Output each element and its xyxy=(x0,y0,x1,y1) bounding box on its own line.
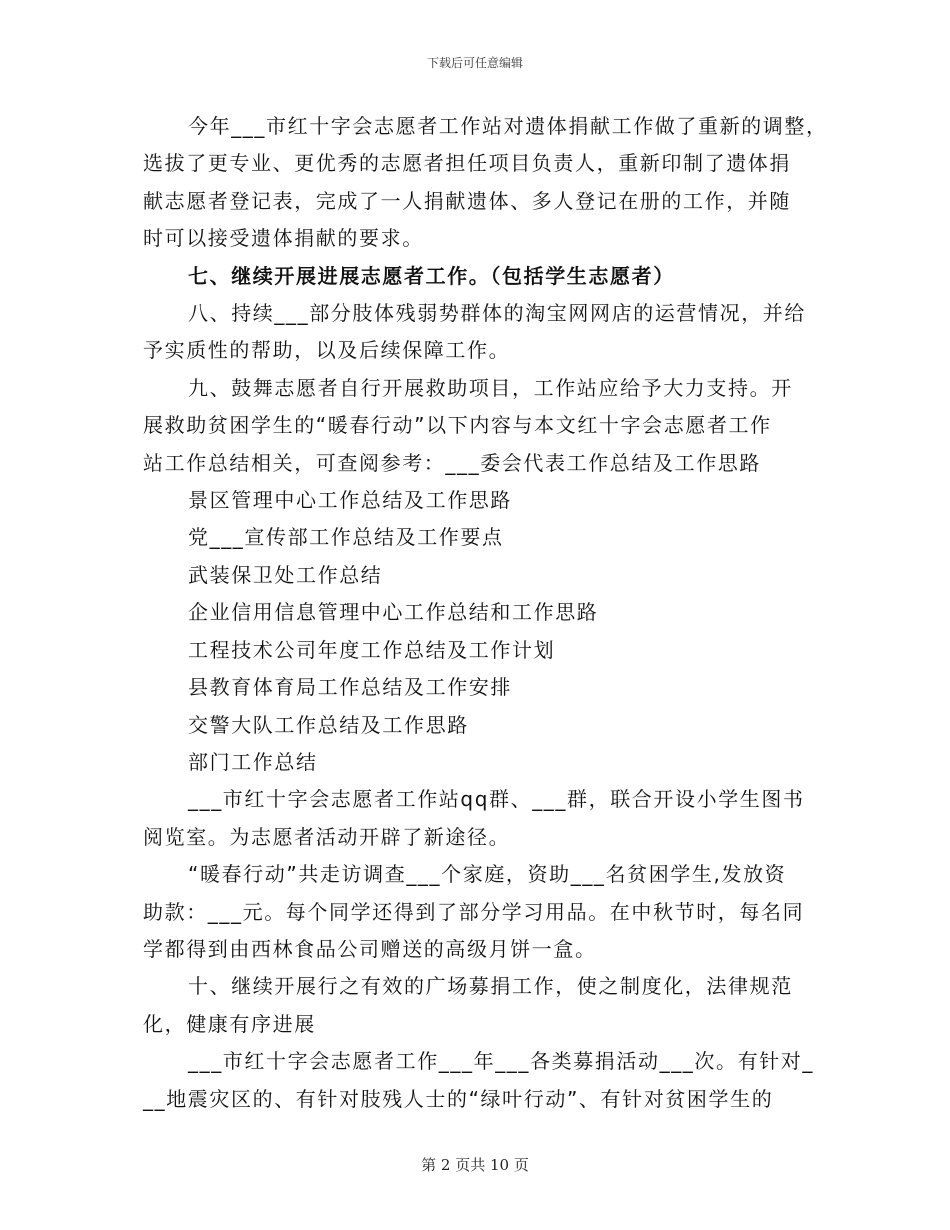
page-number-footer: 第 2 页共 10 页 xyxy=(421,1156,529,1174)
paragraph-line: ___市红十字会志愿者工作站qq群、___群，联合开设小学生图书 xyxy=(188,787,805,812)
paragraph-line: 今年___市红十字会志愿者工作站对遗体捐献工作做了重新的调整， xyxy=(188,114,828,138)
section-heading: 七、继续开展进展志愿者工作。（包括学生志愿者） xyxy=(188,263,675,288)
reference-item: 党___宣传部工作总结及工作要点 xyxy=(188,525,504,550)
reference-item: 部门工作总结 xyxy=(188,749,318,774)
paragraph-line: 八、持续___部分肢体残弱势群体的淘宝网网店的运营情况，并给 xyxy=(188,301,806,326)
document-body xyxy=(143,108,828,1118)
paragraph-line: 展救助贫困学生的“暖春行动”以下内容与本文红十字会志愿者工作 xyxy=(143,413,772,438)
paragraph-line: 时可以接受遗体捐献的要求。 xyxy=(143,226,424,251)
paragraph-line: 阅览室。为志愿者活动开辟了新途径。 xyxy=(143,824,511,849)
paragraph-line: “暖春行动”共走访调查___个家庭，资助___名贫困学生,发放资 xyxy=(188,862,787,887)
paragraph-line: 站工作总结相关，可查阅参考：___委会代表工作总结及工作思路 xyxy=(143,450,761,475)
reference-item: 交警大队工作总结及工作思路 xyxy=(188,712,469,737)
reference-item: 县教育体育局工作总结及工作安排 xyxy=(188,675,512,700)
paragraph-line: 助款：___元。每个同学还得到了部分学习用品。在中秋节时，每名同 xyxy=(143,899,805,924)
reference-item: 武装保卫处工作总结 xyxy=(188,562,383,587)
paragraph-line: 献志愿者登记表，完成了一人捐献遗体、多人登记在册的工作，并随 xyxy=(143,188,791,213)
reference-item: 景区管理中心工作总结及工作思路 xyxy=(188,488,512,513)
reference-item: 企业信用信息管理中心工作总结和工作思路 xyxy=(188,600,599,625)
paragraph-line: __地震灾区的、有针对肢残人士的“绿叶行动”、有针对贫困学生的 xyxy=(143,1086,774,1111)
paragraph-line: ___市红十字会志愿者工作___年___各类募捐活动___次。有针对_ xyxy=(188,1049,814,1074)
paragraph-line: 予实质性的帮助，以及后续保障工作。 xyxy=(143,338,511,363)
paragraph-line: 学都得到由西林食品公司赠送的高级月饼一盒。 xyxy=(143,936,597,961)
paragraph-line: 十、继续开展行之有效的广场募捐工作，使之制度化，法律规范 xyxy=(188,974,793,999)
reference-item: 工程技术公司年度工作总结及工作计划 xyxy=(188,637,556,662)
paragraph-line: 化，健康有序进展 xyxy=(143,1011,316,1036)
header-note: 下载后可任意编辑 xyxy=(426,56,523,70)
paragraph-line: 选拔了更专业、更优秀的志愿者担任项目负责人，重新印制了遗体捐 xyxy=(143,151,791,176)
paragraph-line: 九、鼓舞志愿者自行开展救助项目，工作站应给予大力支持。开 xyxy=(188,375,793,400)
